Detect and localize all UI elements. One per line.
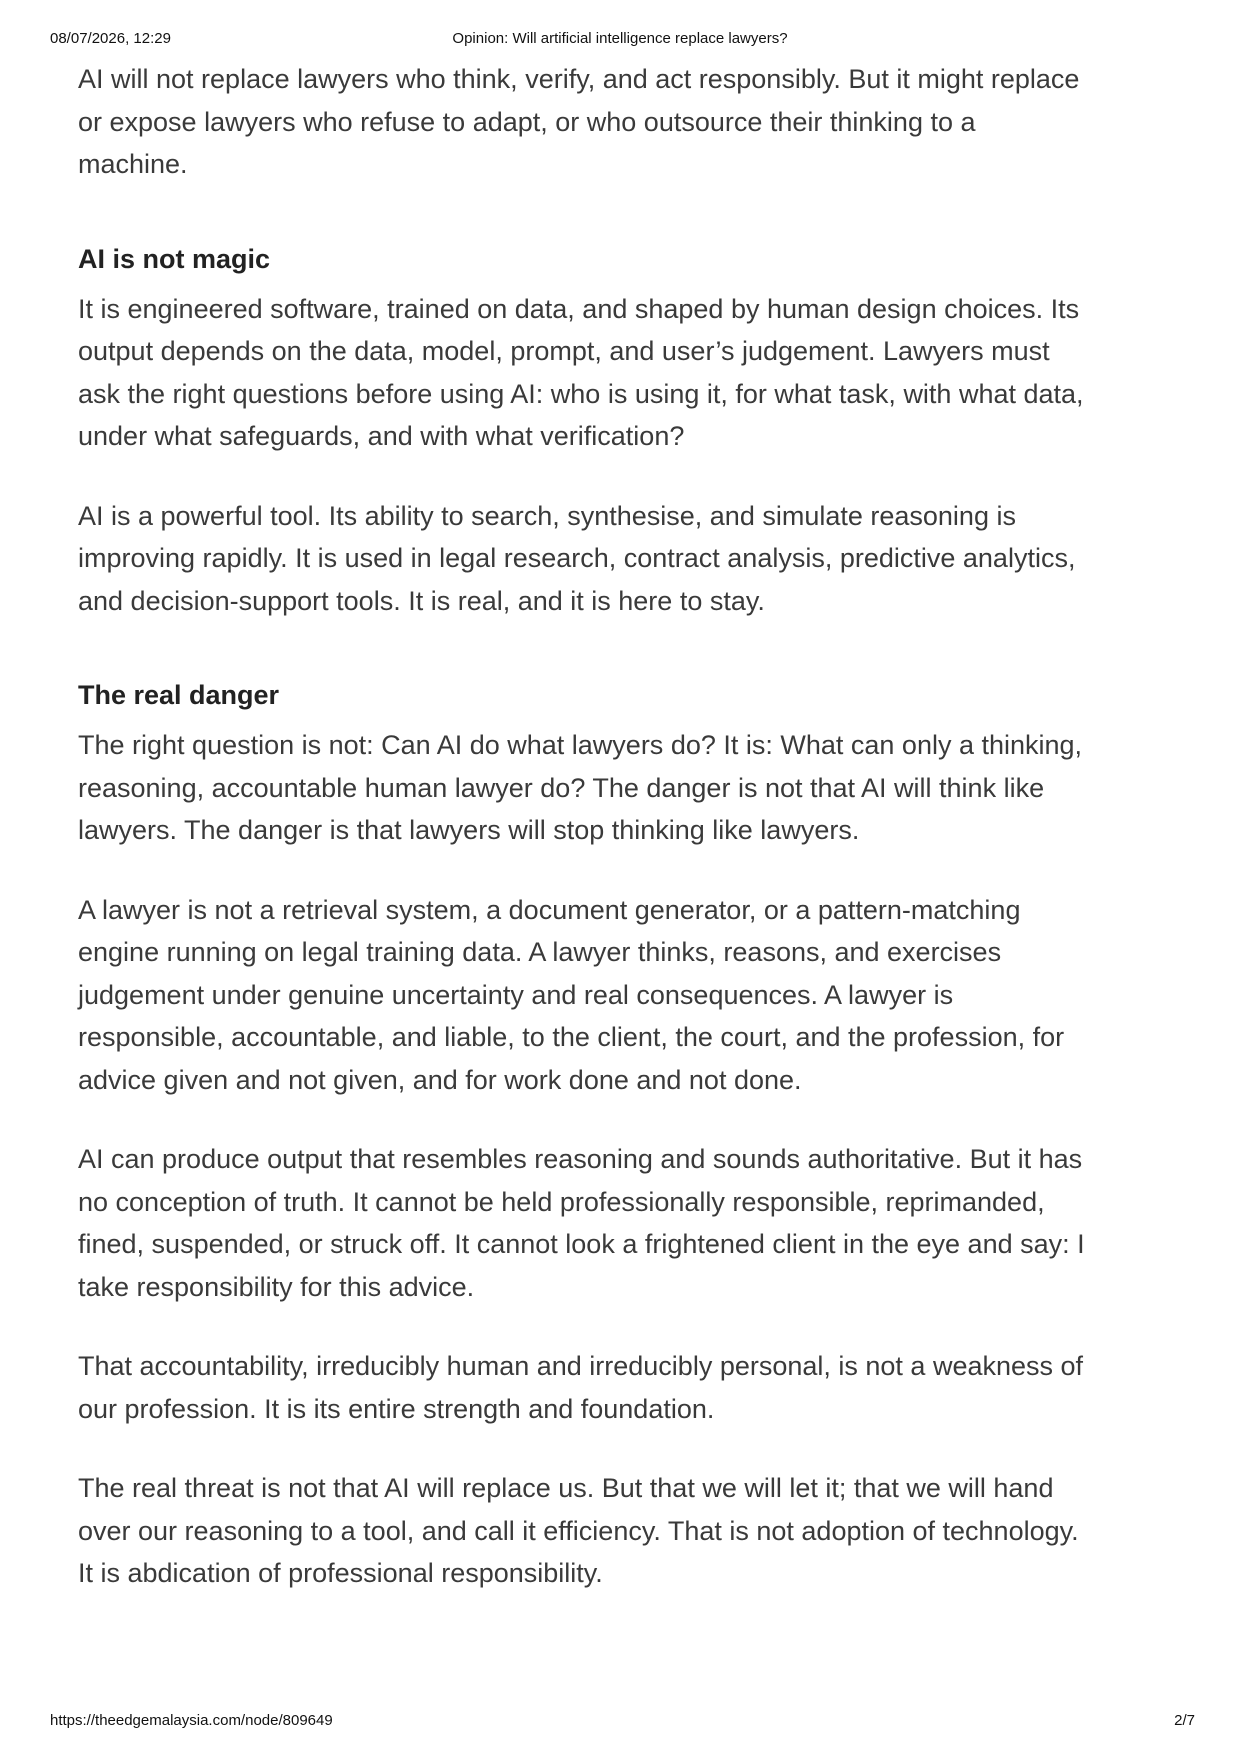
paragraph: AI is a powerful tool. Its ability to search, synthesise, and simulate reasoning is improving rapidly. It is used in legal research, contract analysis, predictive analytics, and decision-support tools. It is real, and it is here to stay. bbox=[78, 500, 1076, 616]
print-page-title: Opinion: Will artificial intelligence replace lawyers? bbox=[452, 30, 788, 47]
section-heading-real-danger: The real danger bbox=[78, 680, 280, 710]
paragraph: A lawyer is not a retrieval system, a document generator, or a pattern-matching engine running on legal training data. A lawyer thinks, reasons, and exercises judgement under genuine uncertainty and real consequences. A lawyer is responsible, accountable, and liable, to the client, the court, and the profession, for advice given and not given, and for work done and not done. bbox=[78, 894, 1065, 1095]
intro-paragraph: AI will not replace lawyers who think, verify, and act responsibly. But it might replace or expose lawyers who refuse to adapt, or who outsource their thinking to a machine. bbox=[78, 64, 1080, 179]
print-header bbox=[50, 30, 1190, 50]
paragraph: AI can produce output that resembles reasoning and sounds authoritative. But it has no conception of truth. It cannot be held professionally responsible, reprimanded, fined, suspended, or struck off. It cannot look a frightened client in the eye and say: I take responsibility for this advice. bbox=[78, 1144, 1085, 1302]
print-footer bbox=[50, 1712, 1195, 1754]
paragraph: The real threat is not that AI will replace us. But that we will let it; that we will hand over our reasoning to a tool, and call it efficiency. That is not adoption of technology. It is abdication of professional responsibility. bbox=[78, 1473, 1079, 1588]
paragraph: The right question is not: Can AI do what lawyers do? It is: What can only a thinking, reasoning, accountable human lawyer do? The danger is not that AI will think like lawyers. The danger is that lawyers will stop thinking like lawyers. bbox=[78, 730, 1083, 845]
paragraph: It is engineered software, trained on data, and shaped by human design choices. Its output depends on the data, model, prompt, and user’s judgement. Lawyers must ask the right questions before using AI: who is using it, for what task, with what data, under what safeguards, and with what verification? bbox=[78, 293, 1084, 451]
page-number: 2/7 bbox=[1174, 1712, 1195, 1729]
source-url: https://theedgemalaysia.com/node/809649 bbox=[50, 1712, 333, 1729]
article-body bbox=[78, 58, 1088, 1595]
paragraph: That accountability, irreducibly human and irreducibly personal, is not a weakness of our profession. It is its entire strength and foundation. bbox=[78, 1351, 1084, 1424]
section-heading-ai-not-magic: AI is not magic bbox=[78, 243, 271, 274]
print-datetime: 08/07/2026, 12:29 bbox=[50, 30, 171, 47]
